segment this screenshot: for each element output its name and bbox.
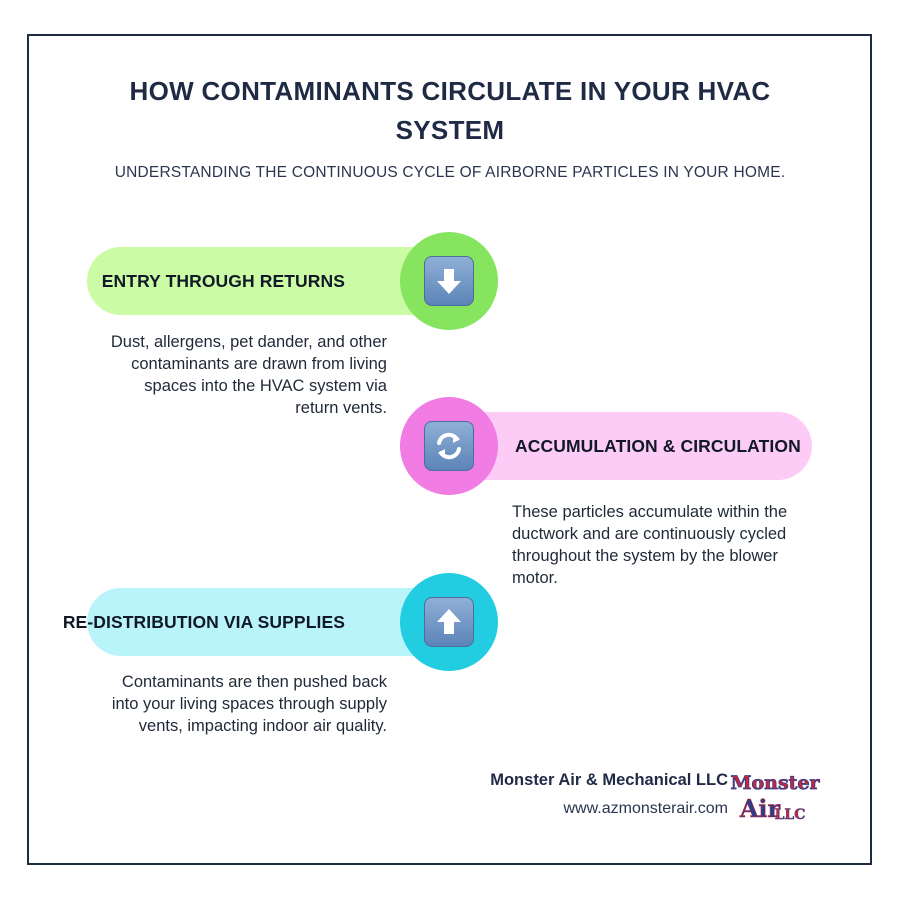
svg-text:LLC: LLC xyxy=(774,807,806,823)
step-entry-label: ENTRY THROUGH RETURNS xyxy=(101,270,345,291)
cycle-arrows-icon xyxy=(424,421,474,471)
page-title: HOW CONTAMINANTS CIRCULATE IN YOUR HVAC SYSTEM xyxy=(129,76,771,145)
step-entry-circle xyxy=(400,232,498,330)
company-name: Monster Air & Mechanical LLC xyxy=(490,771,728,789)
page-subtitle: UNDERSTANDING THE CONTINUOUS CYCLE OF AIRBORNE PARTICLES IN YOUR HOME. xyxy=(114,164,786,181)
svg-text:Air: Air xyxy=(739,794,781,823)
step-accumulation-circle xyxy=(400,397,498,495)
up-arrow-icon xyxy=(424,597,474,647)
step-redistribution-label: RE-DISTRIBUTION VIA SUPPLIES xyxy=(62,611,345,632)
step-accumulation-description: These particles accumulate within the ductwork and are continuously cycled throughout the system by the blower motor. xyxy=(512,503,788,587)
step-redistribution-circle xyxy=(400,573,498,671)
svg-text:Monster: Monster xyxy=(730,772,820,794)
down-arrow-icon xyxy=(424,256,474,306)
step-accumulation-label: ACCUMULATION & CIRCULATION xyxy=(515,435,801,456)
company-website[interactable]: www.azmonsterair.com xyxy=(563,800,728,817)
company-logo xyxy=(730,765,820,827)
step-entry-description: Dust, allergens, pet dander, and other contaminants are drawn from living spaces into the HVAC system via return vents. xyxy=(110,333,387,417)
step-redistribution-description: Contaminants are then pushed back into your living spaces through supply vents, impacting indoor air quality. xyxy=(111,673,387,735)
